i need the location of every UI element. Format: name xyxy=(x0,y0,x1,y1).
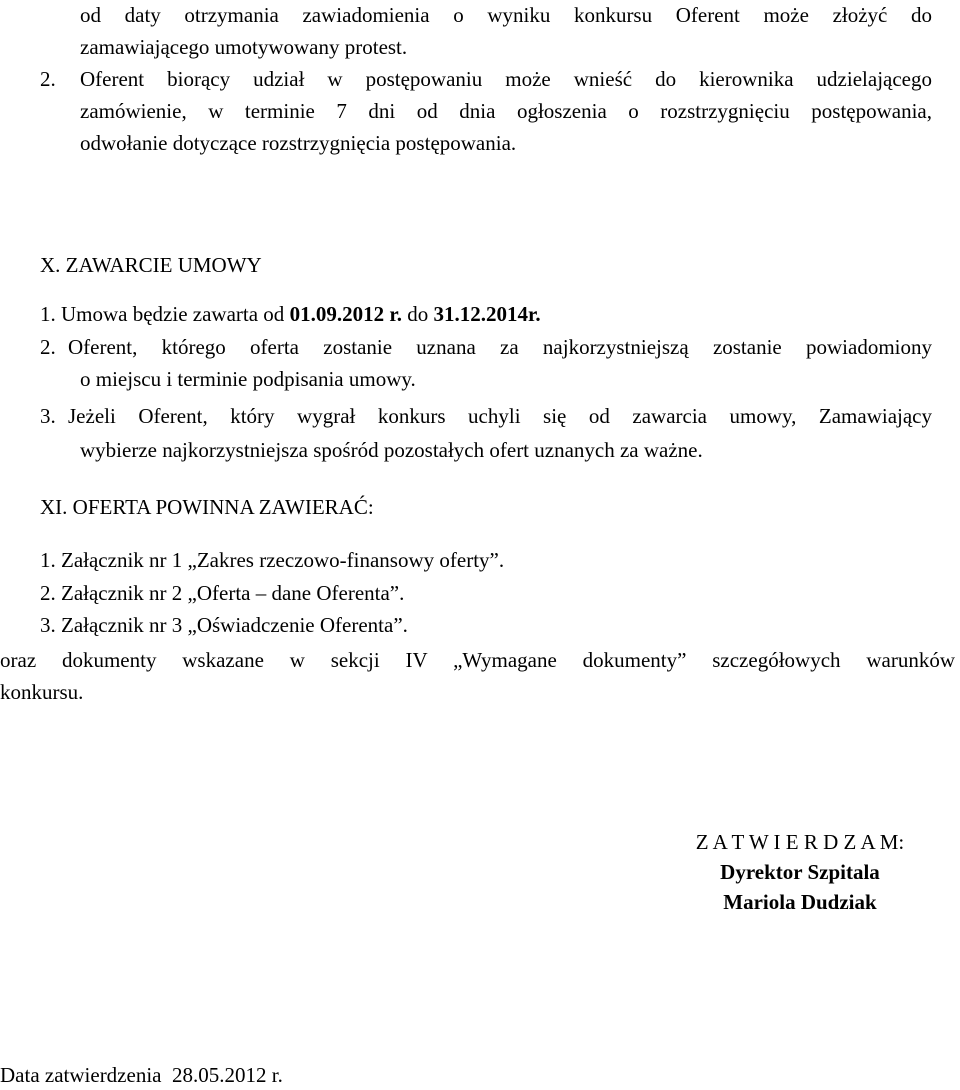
approval-date-value: 28.05.2012 r. xyxy=(171,1063,283,1087)
section-x-item-3-line-2: wybierze najkorzystniejsza spośród pozostałych ofert uznanych za ważne. xyxy=(80,438,703,462)
section-x-item-2-number: 2. xyxy=(40,335,56,359)
intro-item2-line-3: odwołanie dotyczące rozstrzygnięcia postępowania. xyxy=(80,131,517,155)
intro-item2-line-1: Oferent biorący udział w postępowaniu może wnieść do kierownika udzielającego xyxy=(80,67,932,91)
section-xi-item-1: 1. Załącznik nr 1 „Zakres rzeczowo-finansowy oferty”. xyxy=(40,548,505,572)
section-x-item-1-text-b: do xyxy=(401,302,434,326)
approval-name: Mariola Dudziak xyxy=(723,890,877,914)
approval-block xyxy=(660,827,940,917)
section-x-item-3-line-1: Jeżeli Oferent, który wygrał konkurs uchyli się od zawarcia umowy, Zamawiający xyxy=(68,404,932,428)
section-xi-item-3: 3. Załącznik nr 3 „Oświadczenie Oferenta”. xyxy=(40,613,408,637)
approval-label: Z A T W I E R D Z A M: xyxy=(695,830,905,854)
section-x-item-1-text-a: Umowa będzie zawarta od xyxy=(61,302,290,326)
intro-item2-line-2: zamówienie, w terminie 7 dni od dnia ogłoszenia o rozstrzygnięciu postępowania, xyxy=(80,99,932,123)
approval-role: Dyrektor Szpitala xyxy=(720,860,880,884)
section-x-item-3-number: 3. xyxy=(40,404,56,428)
section-xi-closing-line-1: oraz dokumenty wskazane w sekcji IV „Wymagane dokumenty” szczegółowych warunków xyxy=(0,648,955,672)
section-xi-title: XI. OFERTA POWINNA ZAWIERAĆ: xyxy=(40,495,374,519)
section-xi-item-2: 2. Załącznik nr 2 „Oferta – dane Oferenta”. xyxy=(40,581,405,605)
section-x-item-2-line-1: Oferent, którego oferta zostanie uznana za najkorzystniejszą zostanie powiadomiony xyxy=(68,335,932,359)
section-x-item-1-date-from: 01.09.2012 r. xyxy=(289,302,402,326)
intro-item2-number: 2. xyxy=(40,67,56,91)
section-xi-closing-line-2: konkursu. xyxy=(0,680,84,704)
section-x-item-1-date-to: 31.12.2014r. xyxy=(433,302,541,326)
section-x-item-1-number: 1. xyxy=(40,302,56,326)
section-x-item-1 xyxy=(40,299,541,329)
section-x-title: X. ZAWARCIE UMOWY xyxy=(40,253,262,277)
intro-line-1: od daty otrzymania zawiadomienia o wyniku konkursu Oferent może złożyć do xyxy=(80,3,932,27)
approval-date-label: Data zatwierdzenia xyxy=(0,1063,162,1087)
intro-line-2: zamawiającego umotywowany protest. xyxy=(80,35,408,59)
section-x-item-2-line-2: o miejscu i terminie podpisania umowy. xyxy=(80,367,416,391)
